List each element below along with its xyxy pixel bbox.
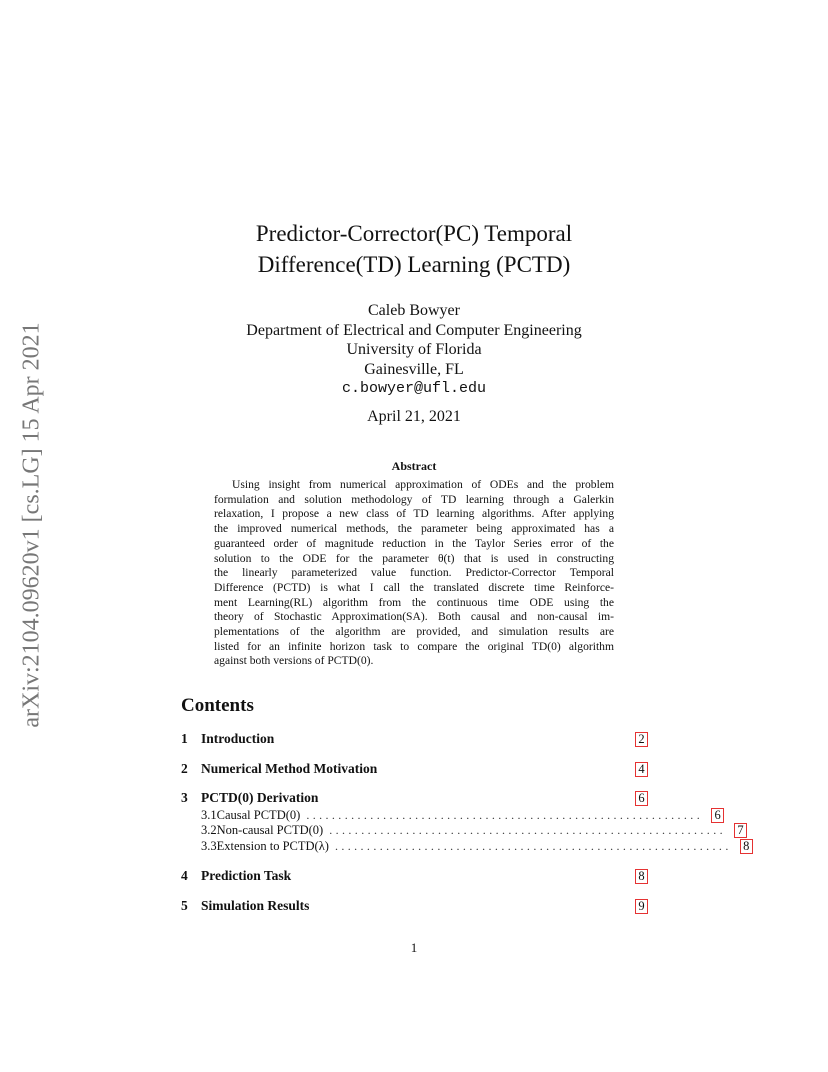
author-email[interactable]: c.bowyer@ufl.edu <box>341 380 487 397</box>
toc-entry-number: 1 <box>181 731 188 746</box>
toc-page-link[interactable]: 6 <box>635 791 648 806</box>
author-department: Department of Electrical and Computer Engineering <box>246 321 582 339</box>
toc-entry-extension-pctd-lambda[interactable] <box>181 839 750 855</box>
abstract-line: guaranteed order of magnitude reduction in the Taylor Series error of the <box>214 536 614 550</box>
toc-page-link[interactable]: 6 <box>711 808 724 823</box>
author-university: University of Florida <box>346 341 482 358</box>
toc-entry-title: Causal PCTD(0) <box>216 808 301 822</box>
arxiv-identifier: arXiv:2104.09620v1 [cs.LG] 15 Apr 2021 <box>18 322 45 728</box>
toc-page-link[interactable]: 9 <box>635 899 648 914</box>
toc-entry-title: Introduction <box>201 731 275 746</box>
toc-page-link[interactable]: 4 <box>635 762 648 777</box>
page-number: 1 <box>410 940 418 955</box>
author-location: Gainesville, FL <box>364 360 464 378</box>
toc-page-link[interactable]: 8 <box>740 839 753 854</box>
toc-entry-causal-pctd[interactable] <box>181 808 721 824</box>
toc-leader-dots: .............................................................. <box>334 839 732 853</box>
title-line-2: Difference(TD) Learning (PCTD) <box>257 252 571 277</box>
toc-entry-noncausal-pctd[interactable] <box>181 823 744 839</box>
toc-entry-title: Simulation Results <box>201 898 310 913</box>
abstract-line: ment Learning(RL) algorithm from the continuous time ODE using the <box>214 595 614 609</box>
toc-entry-number: 2 <box>181 761 188 776</box>
toc-page-link[interactable]: 7 <box>734 823 747 838</box>
toc-entry-number: 3.2 <box>201 823 217 837</box>
toc-entry-number: 3 <box>181 790 188 805</box>
toc-entry-number: 4 <box>181 868 188 883</box>
paper-title <box>0 218 828 280</box>
abstract-line: Difference (PCTD) is what I call the translated discrete time Reinforce- <box>214 580 614 594</box>
title-line-1: Predictor-Corrector(PC) Temporal <box>255 221 573 246</box>
toc-entry-number: 5 <box>181 898 188 913</box>
toc-entry-title: Non-causal PCTD(0) <box>216 823 324 837</box>
toc-entry-title: Extension to PCTD(λ) <box>216 839 329 853</box>
toc-entry-simulation-results[interactable] <box>181 898 648 914</box>
abstract-line: relaxation, I propose a new class of TD learning algorithms. After applying <box>214 507 614 521</box>
toc-leader-dots: .............................................................. <box>329 823 727 837</box>
abstract-line: plementations of the algorithm are provided, and simulation results are <box>214 625 614 639</box>
toc-entry-pctd-derivation[interactable] <box>181 790 648 806</box>
abstract-line: against both versions of PCTD(0). <box>214 654 374 668</box>
toc-entry-introduction[interactable] <box>181 731 648 747</box>
abstract-line: formulation and solution methodology of TD learning through a Galerkin <box>214 492 614 506</box>
author-name: Caleb Bowyer <box>368 302 460 319</box>
toc-entry-title: PCTD(0) Derivation <box>201 790 319 805</box>
toc-page-link[interactable]: 2 <box>635 732 648 747</box>
toc-entry-number: 3.1 <box>201 808 217 822</box>
abstract-line: the linearly parameterized value function. Predictor-Corrector Temporal <box>214 566 614 580</box>
toc-leader-dots: .............................................................. <box>306 808 704 822</box>
paper-date: April 21, 2021 <box>367 408 461 425</box>
author-block <box>0 301 828 399</box>
abstract-line: theory of Stochastic Approximation(SA). Both causal and non-causal im- <box>214 610 614 624</box>
toc-entry-numerical-method[interactable] <box>181 761 648 777</box>
toc-entry-number: 3.3 <box>201 839 217 853</box>
abstract-body <box>214 478 614 669</box>
abstract-line: the improved numerical methods, the parameter being approximated has a <box>214 522 614 536</box>
abstract-line: Using insight from numerical approximation of ODEs and the problem <box>232 478 614 491</box>
abstract-line: listed for an infinite horizon task to compare the original TD(0) algorithm <box>214 639 614 653</box>
abstract-line: solution to the ODE for the parameter θ(t) that is used in constructing <box>214 551 614 565</box>
toc-entry-title: Prediction Task <box>201 868 292 883</box>
toc-entry-prediction-task[interactable] <box>181 868 648 884</box>
toc-page-link[interactable]: 8 <box>635 869 648 884</box>
abstract-heading: Abstract <box>391 459 437 473</box>
toc-entry-title: Numerical Method Motivation <box>201 761 378 776</box>
contents-heading: Contents <box>181 695 254 716</box>
